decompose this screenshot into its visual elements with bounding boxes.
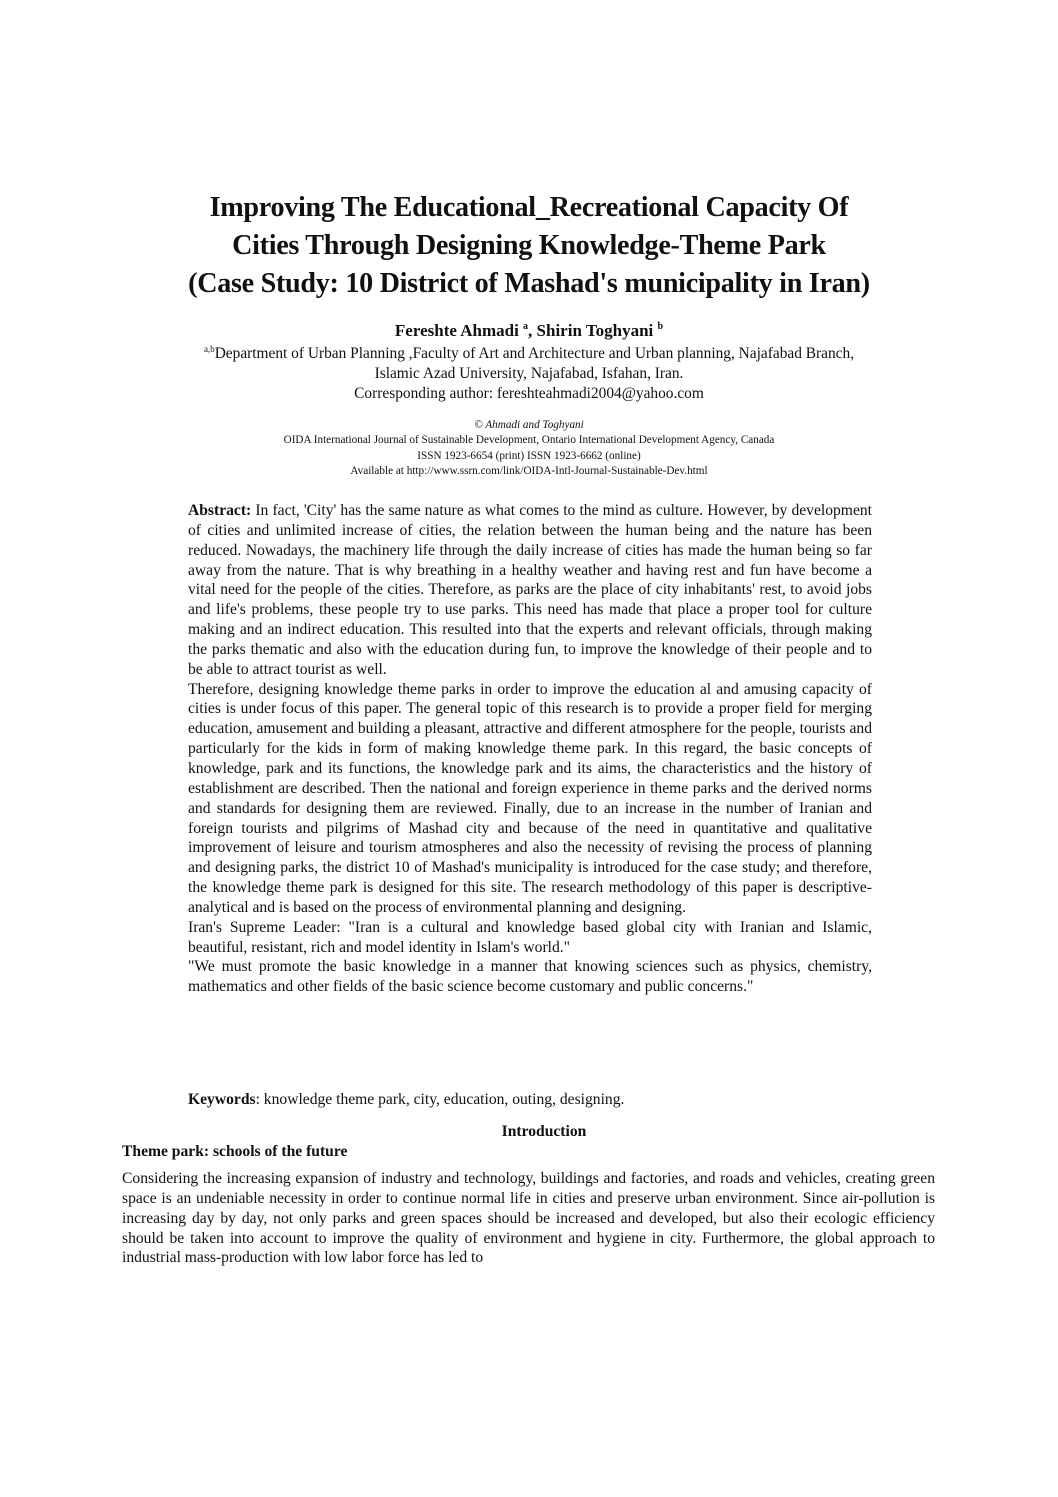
journal-info bbox=[140, 418, 918, 479]
introduction-heading: Introduction bbox=[501, 1123, 587, 1140]
introduction-paragraph-1: Considering the increasing expansion of industry and technology, buildings and factories, and roads and vehicles, creating green space is an undeniable necessity in order to continue normal life in cities and preserve urban environment. Since air-pollution is increasing day by day, not only parks and green spaces should be increased and developed, but also their ecologic efficiency should be taken into account to improve the quality of environment and hygiene in city. Furthermore, the global approach to industrial mass-production with low labor force has led to bbox=[122, 1170, 935, 1267]
keywords-line bbox=[188, 1090, 872, 1110]
corresponding-author: Corresponding author: fereshteahmadi2004@yahoo.com bbox=[354, 385, 704, 402]
section-heading: Theme park: schools of the future bbox=[122, 1143, 348, 1160]
affiliation-block bbox=[140, 339, 918, 404]
introduction-body bbox=[122, 1169, 935, 1268]
abstract-paragraph-4: "We must promote the basic knowledge in a manner that knowing sciences such as physics, chemistry, mathematics and other fields of the basic science become customary and public concerns." bbox=[188, 958, 872, 996]
affiliation-line-2: Islamic Azad University, Najafabad, Isfahan, Iran. bbox=[374, 365, 684, 382]
affiliation-line-1 bbox=[140, 339, 918, 364]
keywords-label: Keywords bbox=[188, 1091, 256, 1108]
paper-title bbox=[113, 188, 945, 302]
author-1-affiliation-mark: a bbox=[523, 321, 529, 332]
abstract-section bbox=[188, 501, 872, 997]
copyright-notice: © Ahmadi and Toghyani bbox=[474, 419, 584, 431]
abstract-label: Abstract: bbox=[188, 502, 252, 519]
author-1-name: Fereshte Ahmadi bbox=[394, 321, 519, 340]
journal-issn: ISSN 1923-6654 (print) ISSN 1923-6662 (online) bbox=[417, 449, 641, 462]
abstract-paragraph-2: Therefore, designing knowledge theme parks in order to improve the education al and amusing capacity of cities is under focus of this paper. The general topic of this research is to provide a proper field for merging education, amusement and building a pleasant, attractive and different atmosphere for the people, tourists and particularly for the kids in form of making knowledge theme park. In this regard, the basic concepts of knowledge, park and its functions, the knowledge park and its aims, the characteristics and the history of establishment are described. Then the national and foreign experience in theme parks and the derived norms and standards for designing them are reviewed. Finally, due to an increase in the number of Iranian and foreign tourists and pilgrims of Mashad city and because of the need in quantitative and qualitative improvement of leisure and tourism atmospheres and also the necessity of revising the process of planning and designing parks, the district 10 of Mashad's municipality is introduced for the case study; and therefore, the knowledge theme park is designed for this site. The research methodology of this paper is descriptive-analytical and is based on the process of environmental planning and designing. bbox=[188, 680, 872, 916]
abstract-text-1: In fact, 'City' has the same nature as what comes to the mind as culture. However, by development of cities and unlimited increase of cities, the relation between the human being and the nature has been reduced. Nowadays, the machinery life through the daily increase of cities has made the human being so far away from the nature. That is why breathing in a healthy weather and having rest and fun have become a vital need for the people of the cities. Therefore, as parks are the place of city inhabitants' rest, to avoid jobs and life's problems, these people try to use parks. This need has made that place a proper tool for culture making and an indirect education. This resulted into that the experts and relevant officials, through making the parks thematic and also with the education during fun, to improve the knowledge of their people and to be able to attract tourist as well. bbox=[188, 502, 872, 678]
author-2-name: Shirin Toghyani bbox=[536, 321, 654, 340]
author-2-affiliation-mark: b bbox=[657, 321, 664, 332]
affiliation-mark: a,b bbox=[203, 344, 215, 354]
affiliation-department: Department of Urban Planning ,Faculty of Art and Architecture and Urban planning, Najafabad Branch, bbox=[214, 345, 855, 362]
journal-availability-link[interactable]: Available at http://www.ssrn.com/link/OIDA-Intl-Journal-Sustainable-Dev.html bbox=[350, 464, 708, 477]
abstract-paragraph-1 bbox=[188, 501, 872, 680]
title-line-2: Cities Through Designing Knowledge-Theme Park bbox=[232, 229, 826, 261]
keywords-text: : knowledge theme park, city, education, outing, designing. bbox=[255, 1091, 625, 1108]
abstract-paragraph-3: Iran's Supreme Leader: "Iran is a cultural and knowledge based global city with Iranian and Islamic, beautiful, resistant, rich and model identity in Islam's world." bbox=[188, 918, 872, 956]
author-separator: , bbox=[528, 321, 537, 340]
journal-name: OIDA International Journal of Sustainable Development, Ontario International Development Agency, Canada bbox=[283, 434, 775, 447]
title-line-3: (Case Study: 10 District of Mashad's municipality in Iran) bbox=[188, 267, 870, 299]
title-line-1: Improving The Educational_Recreational Capacity Of bbox=[209, 191, 849, 223]
